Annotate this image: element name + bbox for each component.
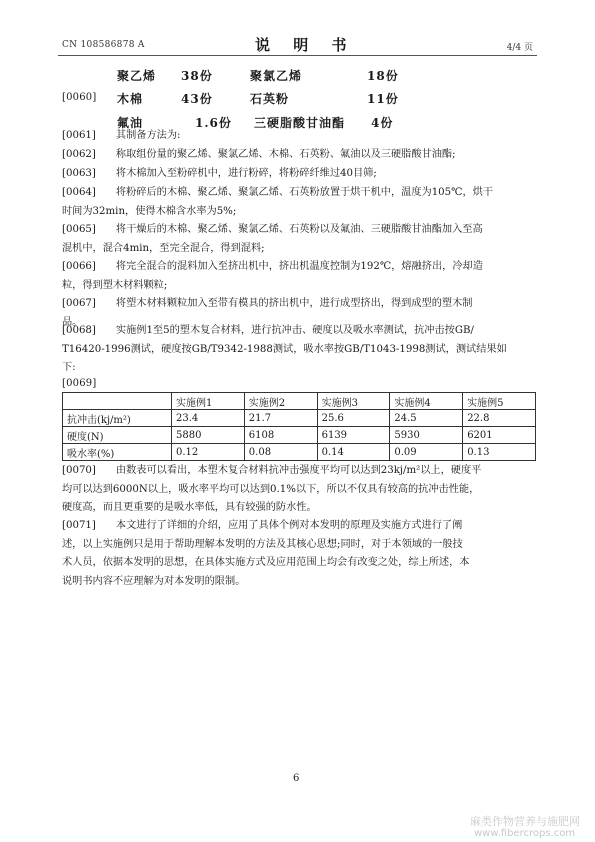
table-cell: 0.09 xyxy=(390,444,463,461)
page-indicator: 4/4 页 xyxy=(506,43,533,53)
paragraph-line: 称取组份量的聚乙烯、聚氯乙烯、木棉、石英粉、氟油以及三硬脂酸甘油酯; xyxy=(115,149,456,160)
page-number: 6 xyxy=(293,773,300,784)
patent-number: CN 108586878 A xyxy=(62,40,145,50)
paragraph-line: 将干燥后的木棉、聚乙烯、聚氯乙烯、石英粉以及氟油、三硬脂酸甘油酯加入至高 xyxy=(115,224,483,235)
paragraph-0071 xyxy=(62,517,537,591)
watermark-title: 麻类作物营养与施肥网 xyxy=(470,815,580,828)
table-header-cell: 实施例1 xyxy=(172,393,245,410)
table-header-cell: 实施例2 xyxy=(244,393,317,410)
formula-ingredient: 石英粉 xyxy=(250,92,290,106)
table-cell: 5930 xyxy=(390,427,463,444)
formula-ingredient: 三硬脂酸甘油酯 xyxy=(254,116,346,130)
paragraph-line: 术人员，依据本发明的思想，在具体实施方式及应用范围上均会有改变之处，综上所述，本 xyxy=(62,557,470,568)
table-cell: 6201 xyxy=(463,427,536,444)
paragraph-line: T16420-1996测试，硬度按GB/T9342-1988测试，吸水率按GB/T1043-1998测试，测试结果如 xyxy=(62,343,507,355)
formula-amount: 1.6份 xyxy=(195,116,232,130)
table-row xyxy=(63,410,536,427)
paragraph-line: 时间为32min，使得木棉含水率为5%; xyxy=(62,205,237,217)
paragraph-line: 品。 xyxy=(62,316,83,328)
table-row xyxy=(63,427,536,444)
table-cell: 0.13 xyxy=(463,444,536,461)
paragraph-line: 将塑木材料颗粒加入至带有模具的挤出机中，进行成型挤出，得到成型的塑木制 xyxy=(115,298,473,309)
paragraph-tag: [0066] xyxy=(62,261,96,272)
header-divider xyxy=(58,55,537,56)
paragraph-0065 xyxy=(62,221,537,258)
table-row-label: 抗冲击(kj/m²) xyxy=(63,410,172,427)
table-cell: 0.08 xyxy=(244,444,317,461)
table-cell: 25.6 xyxy=(317,410,390,427)
paragraph-line: 其制备方法为: xyxy=(115,130,181,141)
paragraph-tag: [0067] xyxy=(62,298,96,309)
paragraph-line: 本文进行了详细的介绍，应用了具体个例对本发明的原理及实施方式进行了阐 xyxy=(115,520,463,531)
paragraph-0070 xyxy=(62,462,537,518)
paragraph-tag: [0060] xyxy=(62,92,97,103)
formula-ingredient: 聚氯乙烯 xyxy=(250,69,303,83)
paragraph-tag: [0061] xyxy=(62,130,96,141)
paragraph-tag: [0070] xyxy=(62,465,96,476)
formula-amount: 4份 xyxy=(371,116,394,130)
table-header-cell xyxy=(63,393,172,410)
table-header-cell: 实施例3 xyxy=(317,393,390,410)
table-cell: 21.7 xyxy=(244,410,317,427)
table-cell: 0.12 xyxy=(172,444,245,461)
paragraph-tag: [0062] xyxy=(62,149,96,160)
table-cell: 6108 xyxy=(244,427,317,444)
paragraph-0063 xyxy=(62,165,537,184)
formula-amount: 43份 xyxy=(181,92,213,106)
paragraph-0068 xyxy=(62,322,537,378)
formula-amount: 11份 xyxy=(367,92,399,106)
results-table xyxy=(62,392,536,461)
table-row-label: 吸水率(%) xyxy=(63,444,172,461)
paragraph-line: 将木棉加入至粉碎机中，进行粉碎，将粉碎纤维过40目筛; xyxy=(115,168,377,179)
paragraph-tag: [0068] xyxy=(62,325,96,336)
paragraph-line: 均可以达到6000N以上，吸水率平均可以达到0.1%以下，所以不仅具有较高的抗冲击性能， xyxy=(62,483,480,495)
paragraph-line: 实施例1至5的塑木复合材料，进行抗冲击、硬度以及吸水率测试，抗冲击按GB/ xyxy=(115,325,474,336)
paragraph-line: 下: xyxy=(62,362,76,373)
table-cell: 24.5 xyxy=(390,410,463,427)
paragraph-0064 xyxy=(62,184,537,221)
table-row-label: 硬度(N) xyxy=(63,427,172,444)
table-row xyxy=(63,444,536,461)
paragraph-tag: [0071] xyxy=(62,520,96,531)
paragraph-tag: [0069] xyxy=(62,378,97,389)
paragraph-tag: [0063] xyxy=(62,168,96,179)
paragraph-line: 粒，得到塑木材料颗粒; xyxy=(62,279,168,291)
paragraph-line: 混机中，混合4min，至完全混合，得到混料; xyxy=(62,242,265,254)
table-cell: 23.4 xyxy=(172,410,245,427)
table-cell: 22.8 xyxy=(463,410,536,427)
table-header-row xyxy=(63,393,536,410)
formula-amount: 38份 xyxy=(181,69,213,83)
paragraph-line: 由数表可以看出，本塑木复合材料抗冲击强度平均可以达到23kj/m²以上，硬度平 xyxy=(115,465,482,476)
paragraph-line: 硬度高，而且更重要的是吸水率低，具有较强的防水性。 xyxy=(62,502,317,513)
paragraph-line: 述，以上实施例只是用于帮助理解本发明的方法及其核心思想;同时，对于本领域的一般技 xyxy=(62,538,463,550)
paragraph-line: 说明书内容不应理解为对本发明的限制。 xyxy=(62,575,246,587)
table-header-cell: 实施例4 xyxy=(390,393,463,410)
table-cell: 6139 xyxy=(317,427,390,444)
paragraph-0061 xyxy=(62,127,537,146)
formula-ingredient: 木棉 xyxy=(117,92,144,106)
paragraph-tag: [0064] xyxy=(62,187,96,198)
paragraph-tag: [0065] xyxy=(62,224,96,235)
watermark-url: www.fibercrops.com xyxy=(474,828,576,839)
table-header-cell: 实施例5 xyxy=(463,393,536,410)
table-cell: 5880 xyxy=(172,427,245,444)
formula-ingredient: 聚乙烯 xyxy=(117,69,157,83)
paragraph-line: 将粉碎后的木棉、聚乙烯、聚氯乙烯、石英粉放置于烘干机中，温度为105℃，烘干 xyxy=(115,187,494,198)
paragraph-0062 xyxy=(62,146,537,165)
paragraph-line: 将完全混合的混料加入至挤出机中，挤出机温度控制为192℃，熔融挤出，冷却造 xyxy=(115,261,483,272)
paragraph-0066 xyxy=(62,258,537,295)
page-title: 说 明 书 xyxy=(255,36,356,54)
formula-amount: 18份 xyxy=(367,69,399,83)
formula-ingredient: 氟油 xyxy=(117,116,144,130)
table-cell: 0.14 xyxy=(317,444,390,461)
